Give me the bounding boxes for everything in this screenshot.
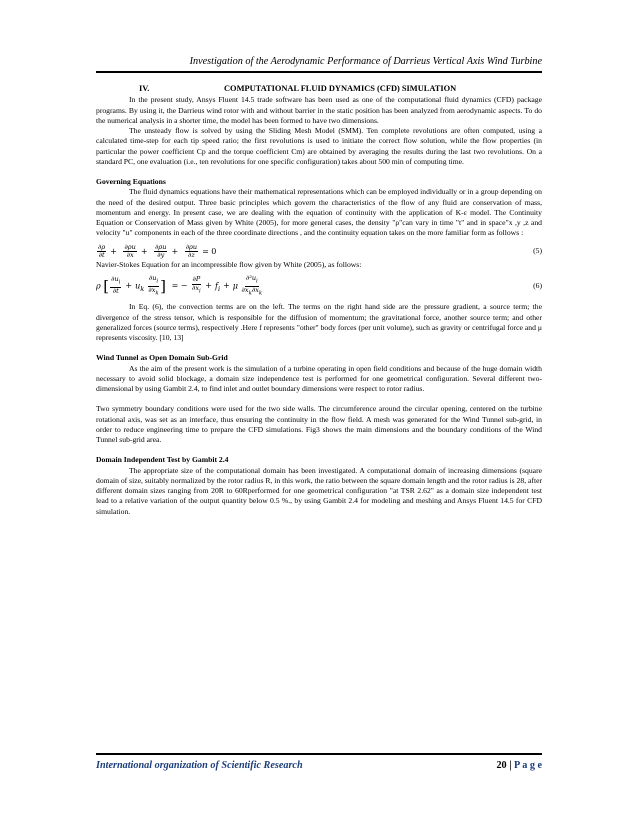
section-title: COMPUTATIONAL FLUID DYNAMICS (CFD) SIMULATION xyxy=(224,84,457,93)
section-heading xyxy=(96,84,542,94)
heading-wind-tunnel: Wind Tunnel as Open Domain Sub-Grid xyxy=(96,353,228,363)
paragraph-governing: The fluid dynamics equations have their mathematical representations which can be employed individually or in a group depending on the need of the desired output. Three basic principles which govern the characteristics of the flow of any fluid are conservation of mass, momentum and energy. In present case, we are dealing with the equation of continuity with the application of K-ε model. The Continuity Equation or Conservation of Mass given by White (2005), for more general cases, the density "ρ"can vary in time "t" and in space"x ,y ,z and velocity "u" components in each of the three coordinate directions , and the continuity equation takes on the more familiar form as follows : xyxy=(96,187,542,238)
page-footer xyxy=(96,760,542,771)
page-word: P a g e xyxy=(511,760,542,771)
paragraph-intro-2: The unsteady flow is solved by using the Sliding Mesh Model (SMM). Ten complete revolutions are often computed, using a calculated time-step for each tip speed ratio; the first revolutions is used to initiate the correct flow solution, while the flow properties (in particular the power coefficient Cp and the torque coefficient Cm) are obtained by averaging the results during the last two revolutions. On a standard PC, one evaluation (i.e., ten revolutions for one specific configuration) takes about 500 min of computing time. xyxy=(96,126,542,166)
heading-domain-test: Domain Independent Test by Gambit 2.4 xyxy=(96,455,229,465)
paragraph-tunnel-2: Two symmetry boundary conditions were used for the two side walls. The circumference around the circular opening, centered on the turbine rotational axis, was set as an interface, thus ensuring the continuity in the flow field. A mesh was generated for the Wind Tunnel sub-grid, in order to reduce engineering time to prepare the CFD simulations. Fig3 shows the main dimensions and the boundary conditions of the Wind Tunnel sub-grid area. xyxy=(96,404,542,445)
equation-number-6: (6) xyxy=(533,280,542,290)
running-header: Investigation of the Aerodynamic Performance of Darrieus Vertical Axis Wind Turbine xyxy=(189,56,542,67)
paragraph-tunnel-1: As the aim of the present work is the simulation of a turbine operating in open field conditions and because of the huge domain width necessary to avoid solid blockage, a domain size independence test is performed for one geometrical configuration. Several different two-dimensional by using Gambit 2.4, to find inlet and outlet boundary dimensions were respect to rotor radius. xyxy=(96,363,542,394)
section-number: IV. xyxy=(139,84,150,93)
equation-5 xyxy=(96,244,542,260)
equation-6 xyxy=(96,275,542,298)
body-content xyxy=(96,84,542,517)
page-number xyxy=(496,760,542,771)
paragraph-domain: The appropriate size of the computational domain has been investigated. A computational domain of increasing dimensions (square domain of size, suitably normalized by the rotor radius R, in this work, the ratio between the square domain length and the rotor radius is 28, after different domain sizes ranging from 20R to 60Rperformed for one geometrical configuration "at TSR 2.62" as a domain size independent test lead to a relative variation of the output quantity below 0.5 %., by using Gambit 2.4 for modeling and meshing and Ansys Fluent 14.5 for CFD simulation. xyxy=(96,465,543,516)
equation-number-5: (5) xyxy=(533,246,542,256)
paragraph-navier-intro: Navier-Stokes Equation for an incompressible flow given by White (2005), as follows: xyxy=(96,259,362,269)
footer-rule xyxy=(96,753,542,755)
header-rule xyxy=(96,71,542,73)
paragraph-intro-1: In the present study, Ansys Fluent 14.5 trade software has been used as one of the computational fluid dynamics (CFD) package programs. By using it, the Darrieus wind rotor with and without barrier in the static position has been analyzed from aerodynamic aspects. To do the numerical analysis in a shorter time, the model has been formed to have two dimensions. xyxy=(96,95,542,125)
heading-governing-equations: Governing Equations xyxy=(96,177,166,186)
page-number-value: 20 | xyxy=(496,760,512,771)
footer-organization: International organization of Scientific Research xyxy=(96,760,303,771)
navier-stokes-equation: ρ [ $\frac{\partial u_i}{\partial t}$ + $u_k$ $\frac{\partial u_i}{\partial x_k}$ ] = − $\frac{\partial P}{\partial x_i}$ + $f_i + \mu$ $\frac{\partial^2u_i}{\partial x_k\partial x_k}$ xyxy=(96,273,263,296)
continuity-equation: $\frac{\partial\rho}{\partial t}$ + $\frac{\partial\rho u}{\partial x}$ + $\frac{\partial\rho u}{\partial y}$ + $\frac{\partial\rho u}{\partial z}$ = 0 xyxy=(98,242,217,259)
paragraph-after-equation: In Eq. (6), the convection terms are on the left. The terms on the right hand side are the pressure gradient, a source term; the divergence of the stress tensor, which is responsible for the diffusion of momentum; the gravitational force, another source term; and other generalized forces (source terms), respectively .Here f represents "other" body forces (per unit volume), such as gravity or centrifugal force and μ represents viscosity. [10, 13] xyxy=(96,302,542,343)
